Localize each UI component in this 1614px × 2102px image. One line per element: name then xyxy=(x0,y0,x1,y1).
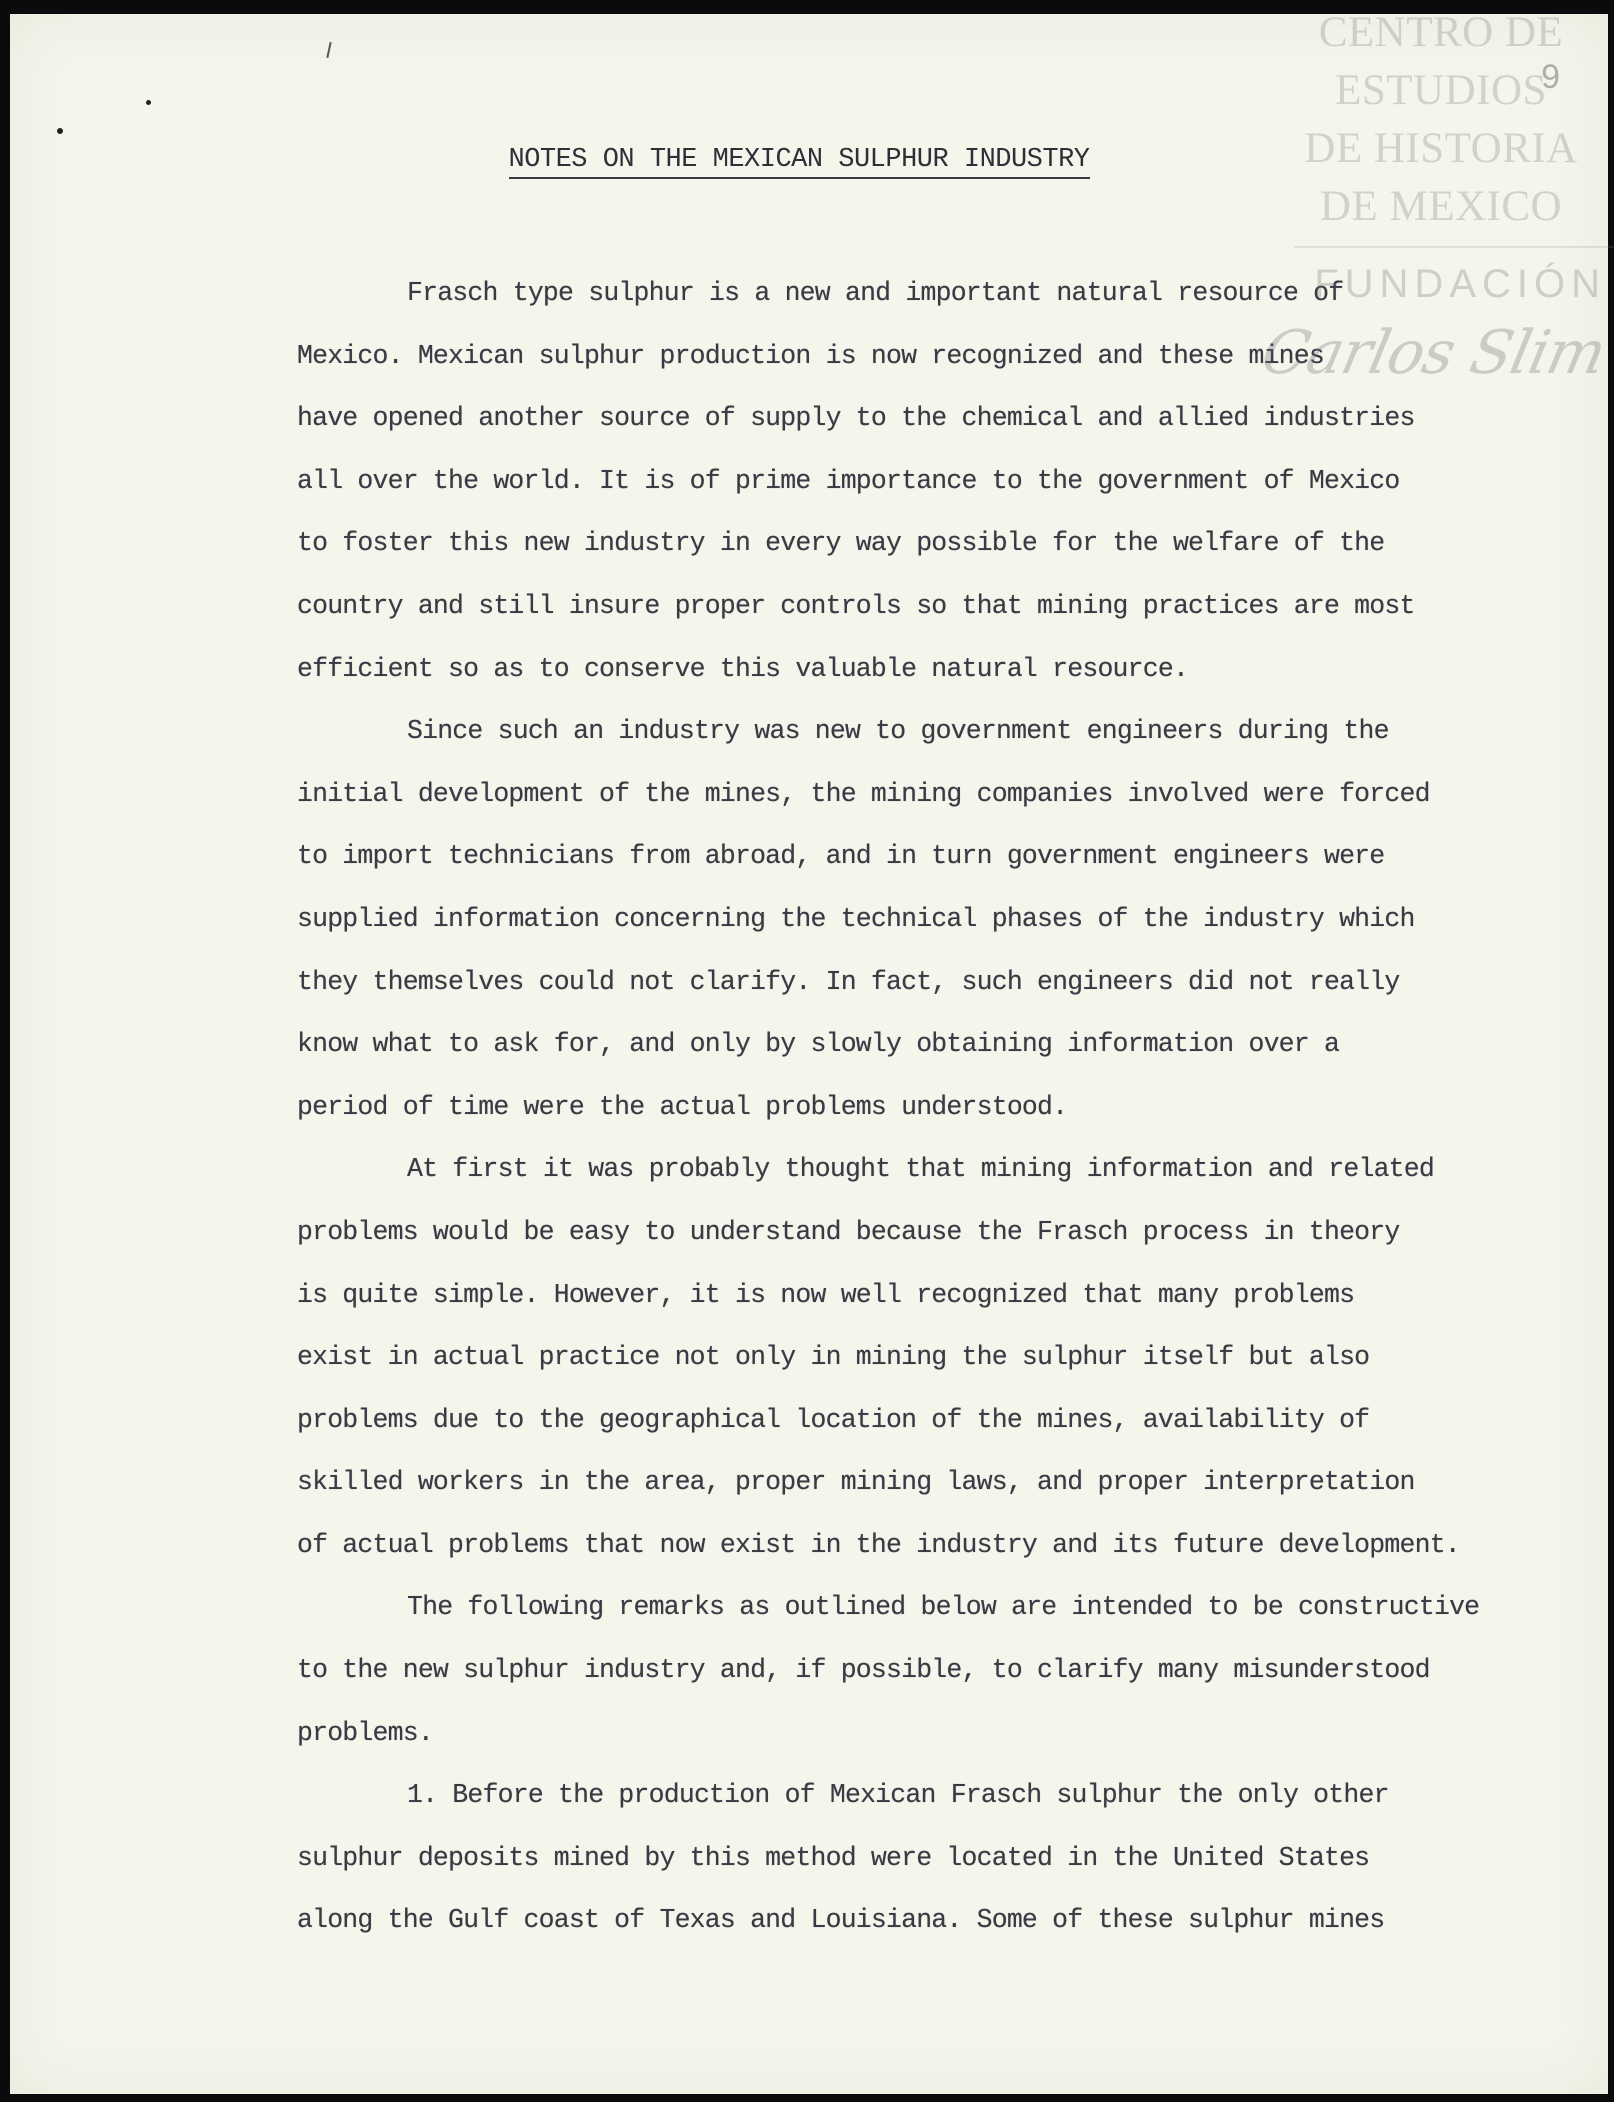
text-line: sulphur deposits mined by this method were located in the United States xyxy=(297,1842,1370,1873)
text-line: supplied information concerning the technical phases of the industry which xyxy=(297,903,1415,934)
watermark-line: DE HISTORIA xyxy=(1304,125,1578,172)
ink-dot xyxy=(146,100,151,105)
text-line: to foster this new industry in every way possible for the welfare of the xyxy=(297,528,1385,559)
watermark-line: DE MEXICO xyxy=(1319,183,1563,230)
text-line: Since such an industry was new to government engineers during the xyxy=(407,716,1389,747)
text-line: exist in actual practice not only in mining the sulphur itself but also xyxy=(297,1342,1370,1373)
watermark-fundacion: FUNDACIÓN xyxy=(1314,262,1606,306)
text-line: have opened another source of supply to the chemical and allied industries xyxy=(297,403,1415,434)
text-line: skilled workers in the area, proper mining laws, and proper interpretation xyxy=(297,1467,1415,1498)
text-line: Mexico. Mexican sulphur production is now recognized and these mines xyxy=(297,340,1324,371)
text-line: is quite simple. However, it is now well recognized that many problems xyxy=(297,1279,1355,1310)
watermark-line: CENTRO DE xyxy=(1318,9,1564,56)
text-line: At first it was probably thought that mining information and related xyxy=(407,1154,1434,1185)
text-line: problems due to the geographical location of the mines, availability of xyxy=(297,1404,1370,1435)
text-line: know what to ask for, and only by slowly obtaining information over a xyxy=(297,1029,1340,1060)
text-line: to import technicians from abroad, and in turn government engineers were xyxy=(297,841,1385,872)
paragraph xyxy=(297,1138,1557,1576)
text-line: 1. Before the production of Mexican Frasch sulphur the only other xyxy=(407,1780,1389,1811)
text-line: they themselves could not clarify. In fact, such engineers did not really xyxy=(297,966,1400,997)
page-number: 9 xyxy=(1541,58,1560,96)
text-line: country and still insure proper controls so that mining practices are most xyxy=(297,590,1415,621)
text-line: along the Gulf coast of Texas and Louisiana. Some of these sulphur mines xyxy=(297,1905,1385,1936)
text-line: Frasch type sulphur is a new and important natural resource of xyxy=(407,278,1344,308)
text-line: efficient so as to conserve this valuable natural resource. xyxy=(297,653,1189,684)
document-body xyxy=(297,262,1557,1952)
text-line: all over the world. It is of prime importance to the government of Mexico xyxy=(297,465,1400,496)
paragraph xyxy=(297,1764,1557,1952)
text-line: period of time were the actual problems understood. xyxy=(297,1091,1068,1122)
text-line: initial development of the mines, the mining companies involved were forced xyxy=(297,778,1430,809)
watermark-divider xyxy=(1294,246,1614,248)
text-line: problems would be easy to understand because the Frasch process in theory xyxy=(297,1216,1400,1247)
watermark-line: ESTUDIOS xyxy=(1335,67,1547,114)
archive-watermark xyxy=(1276,4,1606,236)
ink-dot xyxy=(57,128,63,134)
text-line: of actual problems that now exist in the industry and its future development. xyxy=(297,1529,1460,1560)
document-title-text: NOTES ON THE MEXICAN SULPHUR INDUSTRY xyxy=(509,145,1090,179)
text-line: to the new sulphur industry and, if possible, to clarify many misunderstood xyxy=(297,1655,1430,1686)
text-line: The following remarks as outlined below are intended to be constructive xyxy=(407,1592,1480,1623)
paragraph xyxy=(297,1576,1557,1764)
text-line: problems. xyxy=(297,1717,433,1748)
pencil-tick-mark xyxy=(326,42,331,58)
paragraph xyxy=(297,700,1557,1138)
watermark-signature: Carlos Slim xyxy=(1255,318,1612,388)
